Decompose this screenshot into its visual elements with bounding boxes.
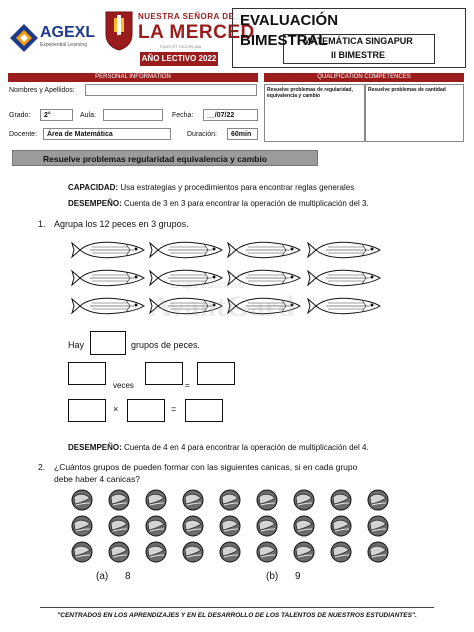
- marble-icon: [146, 490, 166, 510]
- room-label: Aula:: [80, 112, 96, 119]
- marble-icon: [294, 542, 314, 562]
- teacher-field[interactable]: Área de Matemática: [43, 128, 171, 140]
- competence-cell-2: [365, 84, 464, 142]
- fish-icon: [150, 242, 222, 257]
- fish-icon: [72, 270, 144, 285]
- school-crest-icon: [104, 8, 134, 52]
- grade-label: Grado:: [9, 112, 31, 119]
- marble-icon: [368, 516, 388, 536]
- competence-1-text: Resuelve problemas de regularidad, equivalencia y cambio: [267, 87, 353, 99]
- agexl-emblem-icon: [8, 22, 40, 54]
- q1-number: 1.: [38, 219, 46, 229]
- option-b-value: 9: [295, 571, 301, 582]
- option-b[interactable]: [266, 571, 301, 582]
- q1-times: ×: [113, 404, 119, 414]
- term-label: II BIMESTRE: [330, 50, 385, 60]
- marble-icon: [331, 542, 351, 562]
- desempeno-text-1: Cuenta de 3 en 3 para encontrar la operación de multiplicación del 3.: [124, 199, 369, 208]
- q1-grupos-text: grupos de peces.: [131, 340, 201, 350]
- desempeno-label-2: DESEMPEÑO:: [68, 443, 122, 452]
- q2-prompt-line1: ¿Cuántos grupos de pueden formar con las siguientes canicas, si en cada grupo: [54, 462, 358, 472]
- q1-veces: veces: [113, 381, 134, 390]
- agexl-tagline: Experiential Learning: [40, 42, 87, 48]
- q1-prompt: Agrupa los 12 peces en 3 grupos.: [54, 219, 189, 229]
- q1-box-2[interactable]: [145, 362, 183, 385]
- marble-icon: [109, 542, 129, 562]
- qualification-header: QUALIFICATION COMPETENCES: [264, 73, 464, 82]
- footer-divider: [40, 607, 434, 608]
- name-field[interactable]: [85, 84, 257, 96]
- marble-icon: [220, 516, 240, 536]
- q1-groups-answer-box[interactable]: [90, 331, 126, 355]
- year-banner: AÑO LECTIVO 2022: [140, 52, 218, 66]
- fish-icon: [72, 298, 144, 313]
- watermark-small: Grupo Educativo: [170, 280, 245, 291]
- grade-field[interactable]: 2°: [40, 109, 73, 121]
- q2-prompt-line2: debe haber 4 canicas?: [54, 474, 141, 484]
- school-name: LA MERCED: [138, 22, 255, 43]
- desempeno-label-1: DESEMPEÑO:: [68, 199, 122, 208]
- marble-icon: [146, 516, 166, 536]
- duration-label: Duración:: [187, 131, 217, 138]
- marble-icon: [294, 490, 314, 510]
- school-name-top: NUESTRA SEÑORA DE: [138, 12, 235, 21]
- q1-hay: Hay: [68, 340, 85, 350]
- teacher-label: Docente:: [9, 131, 38, 138]
- footer-slogan: "CENTRADOS EN LOS APRENDIZAJES Y EN EL DESARROLLO DE LOS TALENTOS DE NUESTROS ESTUDIANTES".: [57, 612, 417, 619]
- duration-field[interactable]: 60min: [227, 128, 258, 140]
- option-b-label: (b): [266, 571, 279, 582]
- marble-icon: [146, 542, 166, 562]
- date-field[interactable]: __/07/22: [203, 109, 258, 121]
- watermark: AvantGard: [150, 290, 295, 323]
- name-label: Nombres y Apellidos:: [9, 87, 75, 94]
- q1-box-6[interactable]: [185, 399, 223, 422]
- q1-equals-1: =: [185, 381, 190, 390]
- fish-icon: [308, 298, 380, 313]
- q1-box-3[interactable]: [197, 362, 235, 385]
- subject-name: MATEMÁTICA SINGAPUR: [303, 36, 413, 46]
- marble-icon: [72, 490, 92, 510]
- marble-icon: [331, 490, 351, 510]
- exam-title-line2: BIMESTRAL: [240, 32, 328, 49]
- marble-icon: [109, 516, 129, 536]
- competence-cell-1: [264, 84, 365, 142]
- marble-icon: [220, 542, 240, 562]
- school-motto: FIDES ET DISCIPLINA: [160, 44, 202, 49]
- personal-info-header: PERSONAL INFORMATION: [8, 73, 258, 82]
- desempeno-text-2: Cuenta de 4 en 4 para encontrar la operación de multiplicación del 4.: [124, 443, 369, 452]
- marble-icon: [72, 542, 92, 562]
- marble-icon: [294, 516, 314, 536]
- q1-box-5[interactable]: [127, 399, 165, 422]
- marble-icon: [368, 542, 388, 562]
- fish-icon: [228, 242, 300, 257]
- marble-icon: [109, 490, 129, 510]
- exam-title-line1: EVALUACIÓN: [240, 12, 339, 29]
- q1-box-1[interactable]: [68, 362, 106, 385]
- capacidad-line: [68, 183, 354, 192]
- q1-equals-2: =: [171, 404, 177, 414]
- date-label: Fecha:: [172, 112, 194, 119]
- capacidad-label: CAPACIDAD:: [68, 183, 119, 192]
- fish-icon: [308, 242, 380, 257]
- marble-icon: [183, 490, 203, 510]
- marble-icon: [183, 542, 203, 562]
- section-title: Resuelve problemas regularidad equivalencia y cambio: [12, 150, 318, 166]
- marble-icon: [257, 490, 277, 510]
- marble-icon: [368, 490, 388, 510]
- agexl-wordmark: AGEXL: [40, 24, 96, 41]
- marble-icon: [220, 490, 240, 510]
- fish-icon: [308, 270, 380, 285]
- marble-icon: [183, 516, 203, 536]
- marble-grid: [60, 488, 410, 564]
- capacidad-text: Usa estrategias y procedimientos para encontrar reglas generales: [120, 183, 355, 192]
- room-field[interactable]: [103, 109, 163, 121]
- desempeno-line-1: [68, 199, 369, 208]
- competence-2-text: Resuelve problemas de cantidad: [368, 87, 446, 93]
- marble-icon: [257, 516, 277, 536]
- marble-icon: [331, 516, 351, 536]
- marble-icon: [72, 516, 92, 536]
- fish-icon: [72, 242, 144, 257]
- marble-icon: [257, 542, 277, 562]
- option-a-label: (a): [96, 571, 109, 582]
- option-a-value: 8: [125, 571, 131, 582]
- option-a[interactable]: [96, 571, 131, 582]
- q2-number: 2.: [38, 462, 46, 472]
- q1-box-4[interactable]: [68, 399, 106, 422]
- desempeno-line-2: [68, 443, 369, 452]
